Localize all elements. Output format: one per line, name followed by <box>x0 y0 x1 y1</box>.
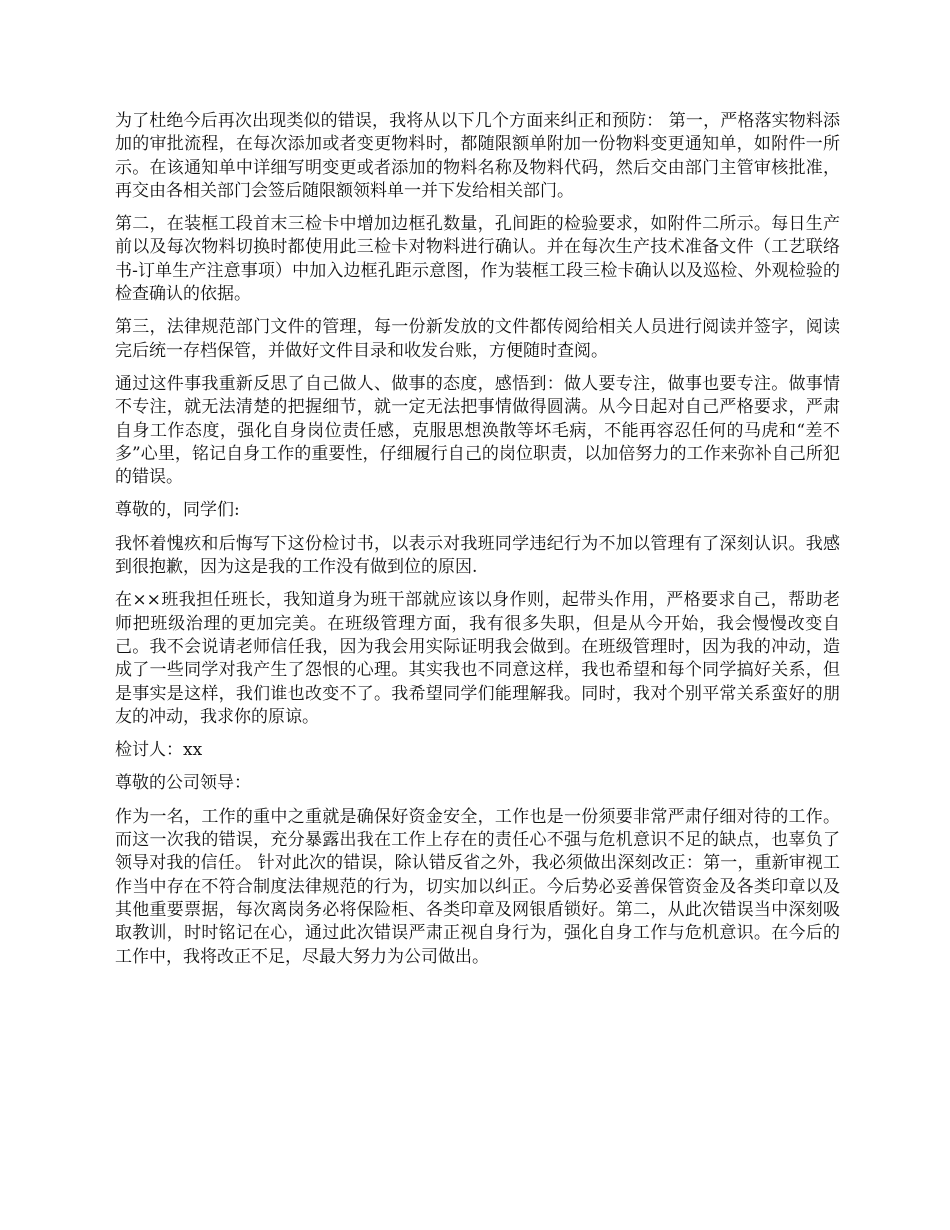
paragraph-class-monitor: 在××班我担任班长，我知道身为班干部就应该以身作则，起带头作用，严格要求自己，帮助老师把班级治理的更加完美。在班级管理方面，我有很多失职，但是从今开始，我会慢慢改变自己。我不会说请老师信任我，因为我会用实际证明我会做到。在班级管理时，因为我的冲动，造成了一些同学对我产生了怨恨的心理。其实我也不同意这样，我也希望和每个同学搞好关系，但是事实是这样，我们谁也改变不了。我希望同学们能理解我。同时，我对个别平常关系蛮好的朋友的冲动，我求你的原谅。 <box>115 590 840 727</box>
paragraph-reflection: 通过这件事我重新反思了自己做人、做事的态度，感悟到：做人要专注，做事也要专注。做事情不专注，就无法清楚的把握细节，就一定无法把事情做得圆满。从今日起对自己严格要求，严肃自身工作态度，强化自身岗位责任感，克服思想涣散等坏毛病，不能再容忍任何的马虎和“差不多”心里，铭记自身工作的重要性，仔细履行自己的岗位职责，以加倍努力的工作来弥补自己所犯的错误。 <box>115 373 840 488</box>
signature-line: 检讨人：xx <box>115 740 203 761</box>
paragraph-prevention-plan: 为了杜绝今后再次出现类似的错误，我将从以下几个方面来纠正和预防： 第一，严格落实物料添加的审批流程，在每次添加或者变更物料时，都随限额单附加一份物料变更通知单，如附件一所示。在该通知单中详细写明变更或者添加的物料名称及物料代码，然后交由部门主管审核批准，再交由各相关部门会签后随限额领料单一并下发给相关部门。 <box>115 111 840 201</box>
paragraph-apology: 我怀着愧疚和后悔写下这份检讨书，以表示对我班同学违纪行为不加以管理有了深刻认识。我感到很抱歉，因为这是我的工作没有做到位的原因. <box>115 533 840 578</box>
document-body <box>115 110 840 979</box>
paragraph-finance-error: 作为一名，工作的重中之重就是确保好资金安全，工作也是一份须要非常严肃仔细对待的工作。而这一次我的错误，充分暴露出我在工作上存在的责任心不强与危机意识不足的缺点，也辜负了领导对我的信任。 针对此次的错误，除认错反省之外，我必须做出深刻改正：第一，重新审视工作当中存在不符合制度法律规范的行为，切实加以纠正。今后势必妥善保管资金及各类印章以及其他重要票据，每次离岗务必将保险柜、各类印章及网银盾锁好。第二，从此次错误当中深刻吸取教训，时时铭记在心，通过此次错误严肃正视自身行为，强化自身工作与危机意识。在今后的工作中，我将改正不足，尽最大努力为公司做出。 <box>115 806 840 967</box>
salutation-company-leaders: 尊敬的公司领导： <box>115 773 251 794</box>
paragraph-second-measure: 第二，在装框工段首末三检卡中增加边框孔数量，孔间距的检验要求，如附件二所示。每日生产前以及每次物料切换时都使用此三检卡对物料进行确认。并在每次生产技术准备文件（工艺联络书-订单生产注意事项）中加入边框孔距示意图，作为装框工段三检卡确认以及巡检、外观检验的检查确认的依据。 <box>115 214 840 305</box>
salutation-classmates: 尊敬的，同学们: <box>115 500 240 521</box>
paragraph-third-measure: 第三，法律规范部门文件的管理，每一份新发放的文件都传阅给相关人员进行阅读并签字，阅读完后统一存档保管，并做好文件目录和收发台账，方便随时查阅。 <box>115 317 840 361</box>
